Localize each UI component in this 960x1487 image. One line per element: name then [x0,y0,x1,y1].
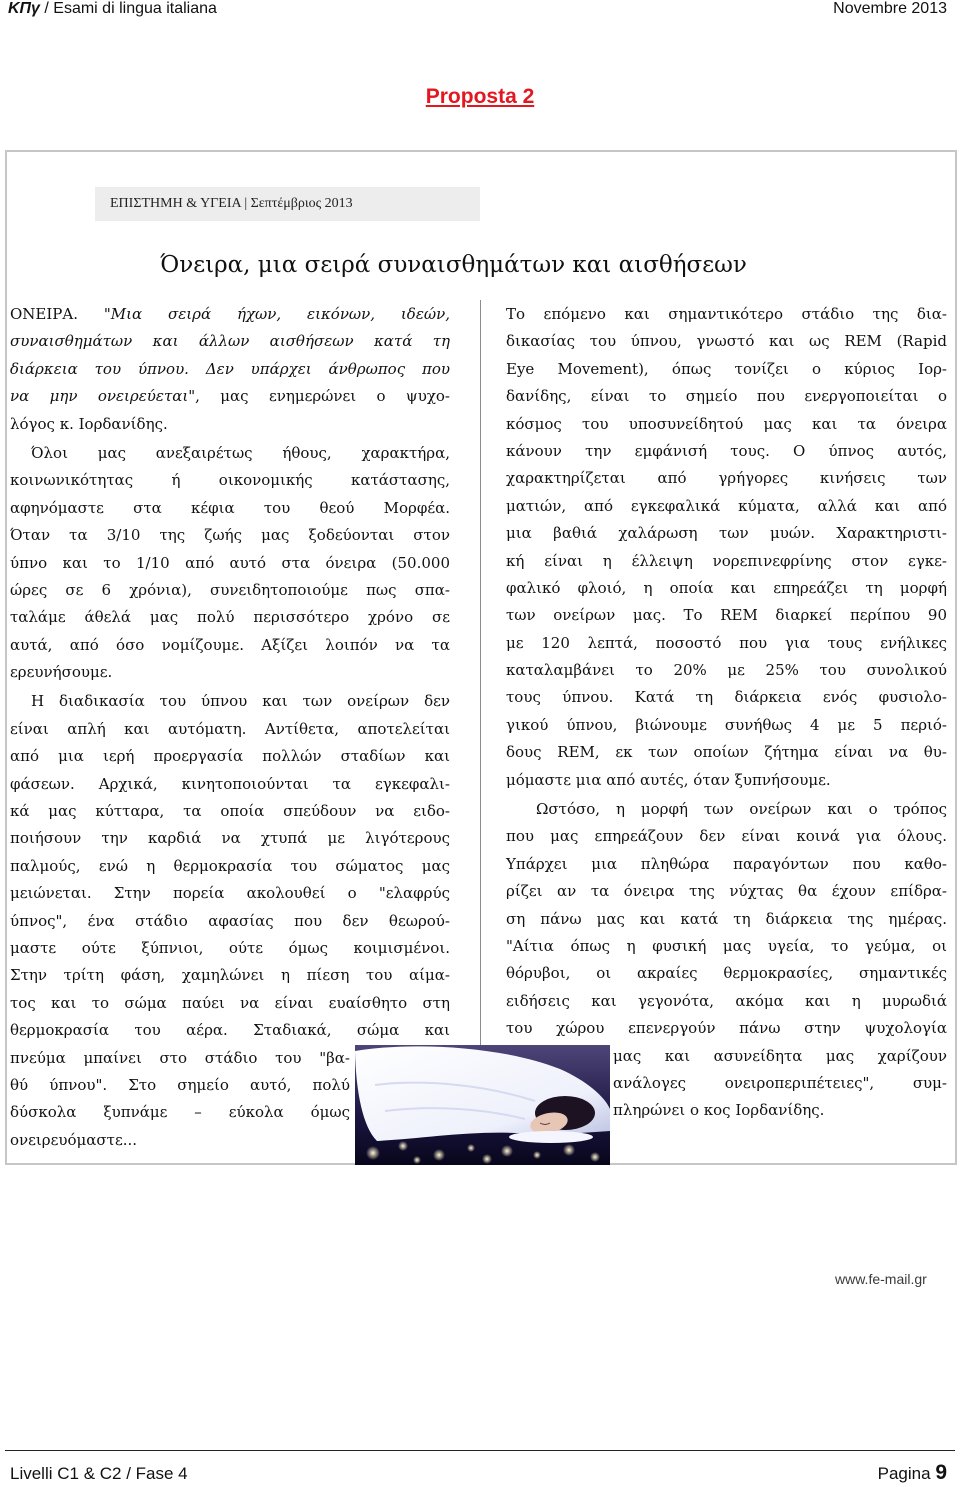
text-line [10,328,450,355]
running-header [8,0,217,17]
text-line [10,467,450,494]
text-segment: παλμούς, ενώ η θερμοκρασία του σώματος μας [10,856,450,875]
text-segment: αυτά, από όσο νομίζουμε. Αξίζει λοιπόν να τα [10,635,450,654]
text-line [613,1070,947,1097]
text-segment: μια βαθιά χαλάρωση των μυών. Χαρακτηριστι- [506,524,947,543]
footer-level: Livelli C1 & C2 / Fase 4 [10,1464,188,1483]
text-segment: ανάλογες ονειροπεριπέτειες", συμ- [613,1073,947,1092]
text-segment: Όταν τα 3/10 της ζωής μας ξοδεύονται στον [10,526,450,545]
text-segment: κοινωνικότητας ή οικονομικής κατάστασης, [10,471,450,490]
exam-date: Novembre 2013 [833,0,947,17]
text-segment: δύσκολα ξυπνάμε – εύκολα όμως [10,1103,350,1122]
text-line [10,743,450,770]
section-header [95,187,480,221]
text-line [10,550,450,577]
text-segment: ποιήσουν την καρδιά να χτυπά με λιγότερους [10,829,450,848]
text-line [506,548,947,575]
text-segment: φάσεων. Αρχικά, κινητοποιούνται τα εγκεφαλι- [10,774,450,793]
text-segment: ύπνο και το 1/10 από αυτό στα όνειρα (50.000 [10,553,450,572]
text-line [10,522,450,549]
text-line [10,577,450,604]
text-segment: κόσμος του υποσυνείδητού μας και τα όνειρα [506,414,947,433]
text-line [506,851,947,878]
text-segment: γικού ύπνου, βιώνουμε συνήθως 4 με 5 περιό- [506,715,947,734]
text-line [10,853,450,880]
text-segment: μας και ασυνείδητα μας χαρίζουν [613,1046,947,1065]
footer-page [878,1461,947,1486]
text-segment: ερευνήσουμε. [10,663,113,682]
text-segment: μαστε ούτε ξύπνιοι, ούτε όμως κοιμισμένοι. [10,938,450,957]
text-line [506,878,947,905]
text-line [10,716,450,743]
text-line [506,796,947,823]
section-name: ΕΠΙΣΤΗΜΗ & ΥΓΕΙΑ [110,196,241,211]
text-line [10,962,450,989]
text-line [506,301,947,328]
text-segment: θύ ύπνου". Στο σημείο αυτό, πολύ [10,1075,350,1094]
text-line [10,495,450,522]
text-line [506,657,947,684]
text-segment: "Αίτια όπως η φυσική μας υγεία, το γεύμα, οι [506,936,947,955]
text-line [506,356,947,383]
text-line [10,880,450,907]
text-segment: του χώρου επενεργούν πάνω στην ψυχολογία [506,1019,947,1038]
text-segment: ματιών, από εγκεφαλικά κύματα, αλλά και από [506,496,947,515]
text-segment: τους ύπνου. Κατά τη διάρκεια ενός φυσιολο- [506,688,947,707]
text-line [506,988,947,1015]
text-segment: πληρώνει ο κος Ιορδανίδης. [613,1101,825,1120]
text-segment: μειώνεται. Στην πορεία ακολουθεί ο "ελαφρύς [10,884,450,903]
text-line [10,990,450,1017]
text-segment: κά μας κύτταρα, τα οποία σπεύδουν να ειδο- [10,802,450,821]
paragraph [10,440,450,687]
text-segment: ρίζει αν τα όνειρα της νύχτας θα έχουν επίδρα- [506,882,947,901]
text-line [506,823,947,850]
text-line [10,1099,350,1126]
text-segment: Ωστόσο, η μορφή των ονείρων και ο τρόπος [536,800,947,819]
text-segment: , μας ενημερώνει ο ψυχο- [195,387,451,406]
text-segment: Το επόμενο και σημαντικότερο στάδιο της δια- [506,305,947,323]
text-segment: ύπνος", ένα στάδιο αφασίας που δεν θεωρού- [10,911,450,930]
text-segment: μόμαστε μια από αυτές, όταν ξυπνήσουμε. [506,770,831,789]
text-segment: ση πάνω μας και κατά τη διάρκεια της ημέρας. [506,909,947,928]
text-segment: Η διαδικασία του ύπνου και των ονείρων δεν [31,692,450,711]
text-line [10,1045,350,1072]
text-line [10,935,450,962]
section-line [110,187,353,221]
text-segment: δανίδης, είναι το σημείο που ενεργοποιείται ο [506,387,947,406]
text-line [10,411,450,438]
text-line [506,684,947,711]
text-segment: ώρες σε 6 χρόνια), συνειδητοποιούμε πως σπα- [10,580,450,599]
text-line [10,771,450,798]
issue-date: Σεπτέμβριος 2013 [250,196,353,211]
text-line [10,825,450,852]
page-label: Pagina [877,1464,931,1483]
text-line [506,411,947,438]
left-column [10,301,450,1154]
text-line [613,1043,947,1070]
text-segment: ειδήσεις και γεγονότα, ακόμα και η μυρωδιά [506,991,947,1010]
footer-rule [5,1450,955,1451]
italic-text: να μην ονειρεύεται" [10,387,196,406]
text-segment: από μια ιερή προεργασία πολλών σταδίων και [10,747,450,766]
text-segment: που μας επηρεάζουν δεν είναι κοινά για όλους. [506,827,947,846]
text-segment: κάνουν την εμφάνισή τους. Ο ύπνος αυτός, [506,441,947,460]
text-segment: Στην τρίτη φάση, χαμηλώνει η πίεση του αίμα- [10,966,450,985]
text-line [506,465,947,492]
text-line [506,493,947,520]
text-line [10,659,450,686]
text-segment: πνεύμα μπαίνει στο στάδιο του "βα- [10,1048,350,1067]
article-box [5,150,957,1165]
text-segment: Όλοι μας ανεξαιρέτως ήθους, χαρακτήρα, [31,443,450,462]
text-line [10,440,450,467]
text-segment: είναι απλή και αυτόματη. Αντίθετα, αποτελείται [10,719,450,738]
text-line [10,688,450,715]
text-line [10,383,450,410]
text-line [506,933,947,960]
text-line [10,604,450,631]
text-segment: τος και το σώμα παύει να είναι ευαίσθητο στη [10,993,450,1012]
text-segment: φαλικό φλοιό, η οποία και επηρεάζει τη μορφή [506,578,947,597]
italic-text: διάρκεια του ύπνου. Δεν υπάρχει άνθρωπος που [10,359,450,378]
italic-text: "Μια σειρά ήχων, εικόνων, ιδεών, [103,305,450,323]
paragraph [10,301,450,438]
text-segment: Υπάρχει μια πληθώρα παραγόντων που καθο- [506,854,947,873]
text-line [10,798,450,825]
exam-subtitle: / Esami di lingua italiana [44,0,217,17]
text-line [613,1097,947,1124]
text-line [10,632,450,659]
text-segment: δους REM, εκ των οποίων ζήτημα είναι να θυ- [506,743,947,762]
text-line [10,301,450,328]
text-segment: ταλάμε άθελά μας πολύ περισσότερο χρόνο σε [10,608,450,627]
text-line [10,908,450,935]
text-line [10,1127,350,1154]
text-line [506,575,947,602]
text-line [506,767,947,794]
text-line [10,356,450,383]
text-line [506,1015,947,1042]
right-column [506,301,947,1125]
article-title: Όνειρα, μια σειρά συναισθημάτων και αισθήσεων [160,252,747,278]
column-divider [480,300,481,1052]
text-segment: των ονείρων μας. Το REM διαρκεί περίπου 90 [506,606,947,625]
text-line [506,438,947,465]
text-line [506,960,947,987]
text-line [506,630,947,657]
text-segment: θερμοκρασία του αέρα. Σταδιακά, σώμα και [10,1021,450,1040]
text-segment: ΟΝΕΙΡΑ. [10,305,104,323]
paragraph [506,301,947,794]
text-line [506,739,947,766]
text-line [506,906,947,933]
text-segment: χαρακτηρίζεται από γρήγορες κινήσεις των [506,469,947,488]
text-segment: λόγος κ. Ιορδανίδης. [10,414,168,433]
text-segment: δικασίας του ύπνου, γνωστό και ως REM (Rapid [506,332,947,351]
text-segment: θόρυβοι, οι ακραίες θερμοκρασίες, σημαντικές [506,964,947,983]
text-segment: με 120 λεπτά, ποσοστό που για τους ενήλικες [506,633,947,652]
proposal-title: Proposta 2 [425,85,535,108]
text-line [506,712,947,739]
text-line [506,383,947,410]
source-url: www.fe-mail.gr [835,1271,927,1287]
text-segment: ονειρευόμαστε... [10,1130,138,1149]
text-segment: αφηνόμαστε στα κέφια του θεού Μορφέα. [10,498,450,517]
text-line [506,520,947,547]
text-segment: κή είναι η έλλειψη νορεπινεφρίνης στον εγκε- [506,551,947,570]
section-separator: | [244,196,248,211]
text-segment: Eye Movement), όπως τονίζει ο κύριος Ιορ- [506,359,947,378]
text-line [506,328,947,355]
italic-text: συναισθημάτων και άλλων αισθήσεων κατά τη [10,332,450,351]
page-number: 9 [935,1461,947,1484]
text-line [506,602,947,629]
text-segment: καταλαμβάνει το 20% με 25% του συνολικού [506,661,947,680]
exam-brand: ΚΠγ [8,0,40,17]
text-line [10,1017,450,1044]
sleeping-woman-photo [355,1045,610,1165]
text-line [10,1072,350,1099]
